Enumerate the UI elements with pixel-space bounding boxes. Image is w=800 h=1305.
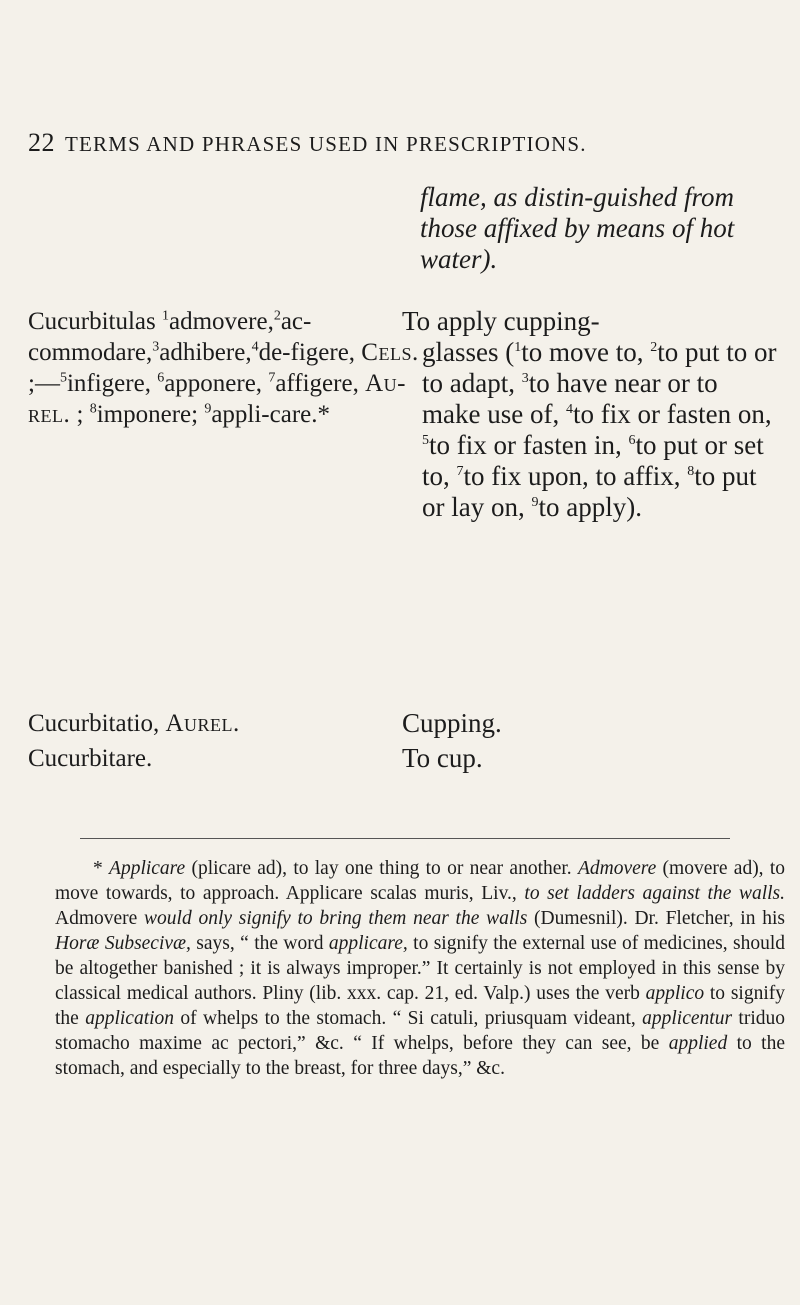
latin-term: Cucurbitulas $^1$admovere,$^2$ac-commodare,$^3$adhibere,$^4$de-figere, Cels. ;—$^5$infigere, $^6$apponere, $^7$affigere, Au-rel. ; $^8$imponere; $^9$appli-care.*	[28, 308, 419, 428]
english-translation: To apply cupping- glasses ($^1$to move to, $^2$to put to or to adapt, $^3$to have near or to make use of, $^4$to fix or fasten on, $^5$to fix or fasten in, $^6$to put or set to, $^7$to fix upon, to affix, $^8$to put or lay on, $^9$to apply).	[402, 306, 777, 522]
continued-english-text: flame, as distin-guished from those affixed by means of hot water).	[420, 182, 735, 274]
footnote: * Applicare (plicare ad), to lay one thing to or near another. Admovere (movere ad), to move towards, to approach. Applicare scalas muris, Liv., to set ladders against the walls. Admovere would only signify to bring them near the walls (Dumesnil). Dr. Fletcher, in his Horæ Subsecivæ, says, “ the word applicare, to signify the external use of medicines, should be altogether banished ; it is always improper.” It certainly is not employed in this sense by classical medical authors. Pliny (lib. xxx. cap. 21, ed. Valp.) uses the verb applico to signify the application of whelps to the stomach. “ Si catuli, priusquam videant, applicentur triduo stomacho maxime ac pectori,” &c. “ If whelps, before they can see, be applied to the stomach, and especially to the breast, for three days,” &c.	[55, 858, 786, 1079]
latin-term: Cucurbitare.	[28, 745, 153, 772]
author-abbrev: Au-rel.	[28, 370, 406, 428]
footnote-divider	[80, 838, 730, 839]
header-title: TERMS AND PHRASES USED IN PRESCRIPTIONS.	[65, 132, 587, 156]
page-number: 22	[28, 128, 55, 157]
author-abbrev: Aurel.	[165, 710, 240, 737]
english-translation: Cupping.	[402, 708, 502, 738]
author-abbrev: Cels.	[361, 339, 419, 366]
running-header	[28, 128, 587, 158]
english-translation: To cup.	[402, 743, 483, 773]
latin-term: Cucurbitatio, Aurel.	[28, 710, 240, 737]
